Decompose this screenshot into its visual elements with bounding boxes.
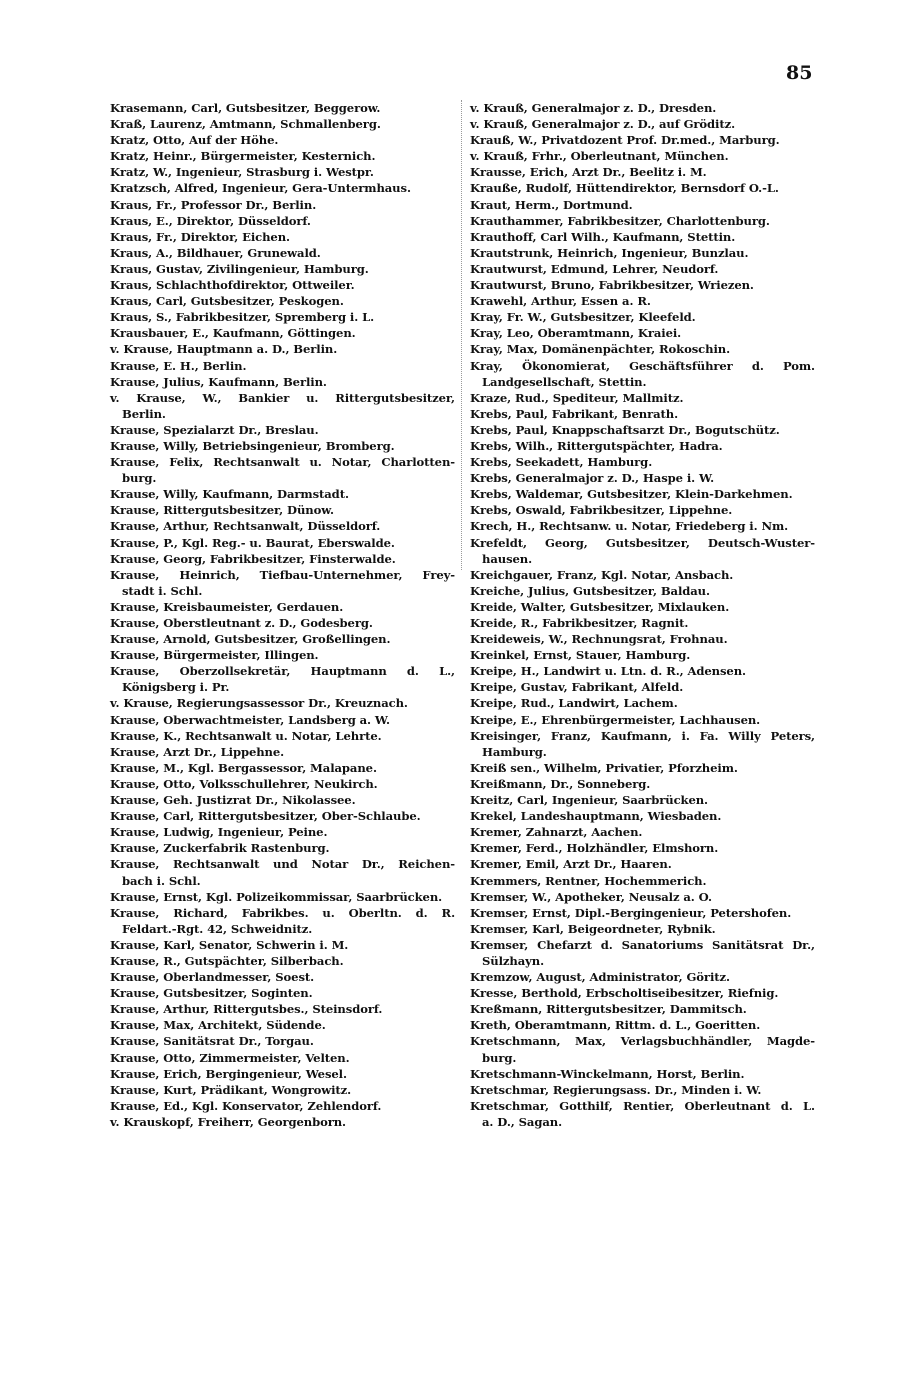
- entry-text: Krause, Kurt, Prädikant, Wongrowitz.: [110, 1082, 352, 1097]
- entry-text: Krause, Richard, Fabrikbes. u. Oberltn. d. R.: [110, 905, 455, 920]
- directory-entry: [470, 358, 815, 390]
- directory-entry: [110, 454, 455, 486]
- entry-text: Kreipe, Rud., Landwirt, Lachem.: [470, 696, 678, 711]
- directory-entry: [110, 325, 455, 341]
- directory-entry: [110, 1114, 455, 1130]
- entry-text: v. Krauskopf, Freiherr, Georgenborn.: [110, 1114, 346, 1129]
- entry-text: Kretschmann-Winckelmann, Horst, Berlin.: [470, 1066, 745, 1081]
- entry-text: Krauß, W., Privatdozent Prof. Dr.med., Marburg.: [470, 133, 780, 148]
- entry-text: Kretschmar, Regierungsass. Dr., Minden i. W.: [470, 1082, 762, 1097]
- entry-text: Krautstrunk, Heinrich, Ingenieur, Bunzlau.: [470, 245, 749, 260]
- entry-text: Kreichgauer, Franz, Kgl. Notar, Ansbach.: [470, 567, 734, 582]
- directory-entry: [110, 358, 455, 374]
- entry-text: Kremmers, Rentner, Hochemmerich.: [470, 873, 707, 888]
- entry-continuation: Königsberg i. Pr.: [122, 680, 230, 695]
- entry-text: Kreide, Walter, Gutsbesitzer, Mixlauken.: [470, 599, 730, 614]
- directory-entry: [470, 229, 815, 245]
- entry-text: Krause, Oberstleutnant z. D., Godesberg.: [110, 616, 373, 630]
- entry-text: Krause, Willy, Betriebsingenieur, Bromberg.: [110, 438, 395, 453]
- entry-text: Krautwurst, Bruno, Fabrikbesitzer, Wriezen.: [470, 278, 754, 293]
- entry-text: Kremser, Chefarzt d. Sanatoriums Sanitätsrat Dr.,: [470, 937, 815, 952]
- directory-entry: [110, 776, 455, 792]
- directory-entry: [110, 567, 455, 599]
- directory-entry: [110, 277, 455, 293]
- entry-text: Kreitz, Carl, Ingenieur, Saarbrücken.: [470, 793, 708, 808]
- directory-entry: [470, 776, 815, 792]
- entry-text: Kreisinger, Franz, Kaufmann, i. Fa. Willy Peters,: [470, 728, 815, 743]
- entry-text: Krebs, Paul, Knappschaftsarzt Dr., Bogutschütz.: [470, 422, 780, 437]
- directory-entry: [110, 953, 455, 969]
- entry-text: Krech, H., Rechtsanw. u. Notar, Friedeberg i. Nm.: [470, 519, 789, 534]
- directory-entry: [470, 937, 815, 969]
- directory-entry: [470, 293, 815, 309]
- entry-text: Krause, Arthur, Rechtsanwalt, Düsseldorf.: [110, 519, 381, 534]
- page-number: 85: [786, 62, 813, 84]
- directory-entry: [110, 213, 455, 229]
- entry-continuation: Berlin.: [122, 406, 166, 421]
- directory-entry: [110, 100, 455, 116]
- entry-text: Kremser, W., Apotheker, Neusalz a. O.: [470, 889, 712, 904]
- directory-entry: [110, 535, 455, 551]
- entry-text: Kraus, Gustav, Zivilingenieur, Hamburg.: [110, 261, 369, 276]
- entry-text: Krause, Willy, Kaufmann, Darmstadt.: [110, 487, 349, 502]
- entry-continuation: Feldart.-Rgt. 42, Schweidnitz.: [122, 921, 313, 936]
- directory-entry: [110, 615, 455, 631]
- entry-text: Kretschmann, Max, Verlagsbuchhändler, Magde-: [470, 1034, 815, 1049]
- directory-entry: [470, 213, 815, 229]
- entry-text: Krause, Otto, Volksschullehrer, Neukirch.: [110, 776, 378, 791]
- entry-text: v. Krause, W., Bankier u. Rittergutsbesitzer,: [110, 390, 455, 405]
- entry-text: Krause, Oberlandmesser, Soest.: [110, 970, 315, 985]
- directory-entry: [470, 712, 815, 728]
- directory-entry: [110, 293, 455, 309]
- directory-entry: [110, 197, 455, 213]
- directory-entry: [470, 261, 815, 277]
- directory-entry: [470, 695, 815, 711]
- entry-text: v. Krause, Hauptmann a. D., Berlin.: [110, 342, 338, 357]
- entry-text: Krauthoff, Carl Wilh., Kaufmann, Stettin.: [470, 229, 736, 244]
- entry-text: Krause, Heinrich, Tiefbau-Unternehmer, Frey-: [110, 567, 455, 582]
- directory-entry: [470, 438, 815, 454]
- directory-entry: [110, 985, 455, 1001]
- directory-entry: [110, 245, 455, 261]
- directory-entry: [470, 760, 815, 776]
- directory-entry: [470, 631, 815, 647]
- directory-entry: [110, 969, 455, 985]
- directory-entry: [470, 1033, 815, 1065]
- directory-entry: [470, 583, 815, 599]
- entry-text: Kremer, Ferd., Holzhändler, Elmshorn.: [470, 841, 719, 856]
- entry-text: Krebs, Wilh., Rittergutspächter, Hadra.: [470, 438, 723, 453]
- directory-entry: [470, 905, 815, 921]
- entry-text: Kreipe, Gustav, Fabrikant, Alfeld.: [470, 680, 684, 695]
- directory-entry: [470, 728, 815, 760]
- directory-entry: [110, 309, 455, 325]
- entry-text: Kraus, Fr., Professor Dr., Berlin.: [110, 197, 317, 212]
- entry-continuation: a. D., Sagan.: [482, 1114, 563, 1129]
- entry-text: Krause, Julius, Kaufmann, Berlin.: [110, 374, 327, 389]
- entry-text: Krebs, Seekadett, Hamburg.: [470, 455, 653, 470]
- entry-text: Kreiche, Julius, Gutsbesitzer, Baldau.: [470, 583, 710, 598]
- entry-text: v. Krauß, Generalmajor z. D., Dresden.: [470, 101, 717, 115]
- directory-entry: [470, 535, 815, 567]
- directory-entry: [470, 197, 815, 213]
- entry-text: Krause, Rechtsanwalt und Notar Dr., Reichen-: [110, 857, 455, 872]
- entry-continuation: stadt i. Schl.: [122, 583, 203, 598]
- directory-entry: [110, 1050, 455, 1066]
- entry-text: Krause, Geh. Justizrat Dr., Nikolassee.: [110, 793, 356, 808]
- entry-text: Krause, Arnold, Gutsbesitzer, Großellingen.: [110, 632, 391, 647]
- directory-entry: [110, 132, 455, 148]
- entry-text: Kraus, Carl, Gutsbesitzer, Peskogen.: [110, 294, 344, 309]
- entry-text: Krauthammer, Fabrikbesitzer, Charlottenburg.: [470, 213, 770, 228]
- entry-text: Kreßmann, Rittergutsbesitzer, Dammitsch.: [470, 1002, 747, 1017]
- entry-text: Krause, Arthur, Rittergutsbes., Steinsdorf.: [110, 1002, 383, 1017]
- entry-text: Krause, Gutsbesitzer, Soginten.: [110, 986, 313, 1001]
- directory-entry: [110, 905, 455, 937]
- entry-text: Kray, Leo, Oberamtmann, Kraiei.: [470, 326, 682, 341]
- entry-text: Krause, Max, Architekt, Südende.: [110, 1018, 326, 1033]
- directory-entry: [470, 470, 815, 486]
- directory-entry: [470, 454, 815, 470]
- directory-entry: [470, 663, 815, 679]
- entry-text: Krebs, Oswald, Fabrikbesitzer, Lippehne.: [470, 503, 733, 518]
- entry-text: Krekel, Landeshauptmann, Wiesbaden.: [470, 809, 722, 824]
- directory-entry: [470, 647, 815, 663]
- directory-entry: [470, 1017, 815, 1033]
- directory-entry: [470, 325, 815, 341]
- entry-text: Kraus, Fr., Direktor, Eichen.: [110, 229, 290, 244]
- directory-entry: [470, 309, 815, 325]
- directory-entry: [110, 148, 455, 164]
- directory-entry: [110, 438, 455, 454]
- directory-entry: [470, 985, 815, 1001]
- entry-text: Kraus, E., Direktor, Düsseldorf.: [110, 213, 311, 228]
- directory-entry: [110, 422, 455, 438]
- entry-text: Krause, Ernst, Kgl. Polizeikommissar, Saarbrücken.: [110, 889, 443, 904]
- directory-entry: [470, 502, 815, 518]
- entry-text: Krefeldt, Georg, Gutsbesitzer, Deutsch-Wuster-: [470, 535, 815, 550]
- entry-text: Krause, Felix, Rechtsanwalt u. Notar, Charlotten-: [110, 455, 455, 470]
- directory-entry: [110, 856, 455, 888]
- directory-entry: [470, 824, 815, 840]
- directory-entry: [470, 873, 815, 889]
- directory-entry: [110, 502, 455, 518]
- entry-text: Krautwurst, Edmund, Lehrer, Neudorf.: [470, 261, 719, 276]
- directory-entry: [110, 937, 455, 953]
- entry-text: Krause, Karl, Senator, Schwerin i. M.: [110, 937, 349, 952]
- entry-text: Krause, Sanitätsrat Dr., Torgau.: [110, 1034, 314, 1049]
- entry-text: Kratz, Otto, Auf der Höhe.: [110, 133, 279, 148]
- entry-text: Krause, Rittergutsbesitzer, Dünow.: [110, 503, 334, 518]
- entry-text: Kreipe, E., Ehrenbürgermeister, Lachhausen.: [470, 712, 761, 727]
- entry-text: Krause, K., Rechtsanwalt u. Notar, Lehrte.: [110, 728, 382, 743]
- directory-entry: [110, 116, 455, 132]
- entry-text: Kreth, Oberamtmann, Rittm. d. L., Goeritten.: [470, 1018, 761, 1033]
- directory-entry: [470, 1098, 815, 1130]
- directory-entry: [110, 1017, 455, 1033]
- directory-entry: [110, 631, 455, 647]
- entry-text: Kremser, Ernst, Dipl.-Bergingenieur, Petershofen.: [470, 905, 792, 920]
- entry-text: Krause, Spezialarzt Dr., Breslau.: [110, 422, 319, 437]
- entry-text: Kraus, S., Fabrikbesitzer, Spremberg i. L.: [110, 310, 375, 325]
- directory-entry: [470, 889, 815, 905]
- directory-entry: [110, 889, 455, 905]
- directory-entry: [470, 856, 815, 872]
- entry-continuation: Sülzhayn.: [482, 953, 545, 968]
- directory-entry: [110, 647, 455, 663]
- directory-entry: [470, 1066, 815, 1082]
- entry-text: Kreiß sen., Wilhelm, Privatier, Pforzheim.: [470, 760, 738, 775]
- directory-entry: [110, 728, 455, 744]
- entry-text: Kreißmann, Dr., Sonneberg.: [470, 776, 651, 791]
- entry-text: Krauße, Rudolf, Hüttendirektor, Bernsdorf O.-L.: [470, 181, 779, 196]
- directory-entry: [110, 1001, 455, 1017]
- entry-text: Krause, Georg, Fabrikbesitzer, Finsterwalde.: [110, 551, 396, 566]
- directory-entry: [110, 518, 455, 534]
- directory-entry: [110, 808, 455, 824]
- directory-entry: [110, 390, 455, 422]
- directory-entry: [470, 792, 815, 808]
- directory-entry: [110, 551, 455, 567]
- directory-entry: [470, 808, 815, 824]
- entry-text: v. Krauß, Frhr., Oberleutnant, München.: [470, 149, 729, 164]
- entry-continuation: burg.: [482, 1050, 517, 1065]
- directory-entry: [110, 695, 455, 711]
- directory-entry: [470, 406, 815, 422]
- directory-entry: [110, 341, 455, 357]
- directory-entry: [470, 341, 815, 357]
- entry-text: Krebs, Paul, Fabrikant, Benrath.: [470, 406, 679, 421]
- directory-entry: [470, 1001, 815, 1017]
- entry-text: Krause, M., Kgl. Bergassessor, Malapane.: [110, 760, 377, 775]
- entry-text: Kratz, Heinr., Bürgermeister, Kesternich.: [110, 149, 376, 164]
- entry-text: Krause, Oberwachtmeister, Landsberg a. W.: [110, 712, 390, 727]
- entry-text: v. Krause, Regierungsassessor Dr., Kreuznach.: [110, 696, 408, 711]
- directory-entry: [110, 663, 455, 695]
- entry-text: Krause, Otto, Zimmermeister, Velten.: [110, 1050, 350, 1065]
- entry-continuation: hausen.: [482, 551, 533, 566]
- directory-column-right: [470, 100, 815, 1130]
- entry-text: Kraze, Rud., Spediteur, Mallmitz.: [470, 390, 684, 405]
- entry-text: Kreipe, H., Landwirt u. Ltn. d. R., Adensen.: [470, 664, 746, 679]
- directory-entry: [110, 486, 455, 502]
- entry-text: Kratzsch, Alfred, Ingenieur, Gera-Untermhaus.: [110, 181, 411, 196]
- entry-text: Kray, Max, Domänenpächter, Rokoschin.: [470, 342, 731, 357]
- directory-entry: [470, 277, 815, 293]
- entry-text: Krause, Erich, Bergingenieur, Wesel.: [110, 1066, 347, 1081]
- entry-text: Kray, Fr. W., Gutsbesitzer, Kleefeld.: [470, 310, 696, 325]
- directory-entry: [110, 1098, 455, 1114]
- entry-text: Krawehl, Arthur, Essen a. R.: [470, 294, 651, 309]
- entry-text: Kreideweis, W., Rechnungsrat, Frohnau.: [470, 632, 728, 647]
- entry-text: Kremer, Zahnarzt, Aachen.: [470, 825, 643, 840]
- directory-entry: [110, 599, 455, 615]
- column-divider: [461, 100, 462, 570]
- entry-text: Kremzow, August, Administrator, Göritz.: [470, 970, 730, 985]
- entry-text: Kraut, Herm., Dortmund.: [470, 197, 633, 212]
- directory-entry: [110, 374, 455, 390]
- directory-entry: [470, 100, 815, 116]
- entry-text: Kreide, R., Fabrikbesitzer, Ragnit.: [470, 616, 689, 630]
- directory-entry: [110, 712, 455, 728]
- directory-entry: [470, 615, 815, 631]
- directory-entry: [470, 132, 815, 148]
- directory-entry: [470, 921, 815, 937]
- directory-entry: [470, 969, 815, 985]
- directory-entry: [110, 792, 455, 808]
- directory-entry: [110, 180, 455, 196]
- directory-entry: [470, 180, 815, 196]
- entry-text: Kremser, Karl, Beigeordneter, Rybnik.: [470, 921, 716, 936]
- directory-entry: [470, 116, 815, 132]
- entry-text: Kremer, Emil, Arzt Dr., Haaren.: [470, 857, 672, 872]
- entry-text: Kretschmar, Gotthilf, Rentier, Oberleutnant d. L.: [470, 1098, 815, 1113]
- entry-text: Kraus, A., Bildhauer, Grunewald.: [110, 245, 321, 260]
- entry-text: Kratz, W., Ingenieur, Strasburg i. Westpr.: [110, 165, 374, 180]
- directory-entry: [110, 840, 455, 856]
- entry-text: Kraus, Schlachthofdirektor, Ottweiler.: [110, 278, 355, 293]
- entry-text: Krause, Oberzollsekretär, Hauptmann d. L.,: [110, 664, 455, 679]
- directory-entry: [470, 599, 815, 615]
- entry-text: Krause, Ludwig, Ingenieur, Peine.: [110, 825, 328, 840]
- entry-text: v. Krauß, Generalmajor z. D., auf Gröditz.: [470, 117, 736, 132]
- entry-continuation: bach i. Schl.: [122, 873, 201, 888]
- entry-continuation: Landgesellschaft, Stettin.: [482, 374, 647, 389]
- entry-continuation: burg.: [122, 471, 157, 486]
- directory-entry: [470, 148, 815, 164]
- entry-text: Kreinkel, Ernst, Stauer, Hamburg.: [470, 648, 691, 663]
- entry-text: Kray, Ökonomierat, Geschäftsführer d. Pom.: [470, 358, 815, 373]
- directory-entry: [110, 744, 455, 760]
- entry-text: Krause, Ed., Kgl. Konservator, Zehlendorf.: [110, 1098, 382, 1113]
- entry-text: Krause, Arzt Dr., Lippehne.: [110, 744, 285, 759]
- entry-text: Krause, Zuckerfabrik Rastenburg.: [110, 841, 330, 856]
- directory-entry: [470, 518, 815, 534]
- directory-entry: [110, 164, 455, 180]
- directory-entry: [470, 245, 815, 261]
- entry-text: Krause, E. H., Berlin.: [110, 358, 247, 373]
- entry-text: Krebs, Generalmajor z. D., Haspe i. W.: [470, 471, 715, 486]
- directory-entry: [110, 760, 455, 776]
- directory-entry: [470, 422, 815, 438]
- entry-text: Kraß, Laurenz, Amtmann, Schmallenberg.: [110, 117, 381, 132]
- directory-entry: [110, 229, 455, 245]
- directory-entry: [110, 824, 455, 840]
- entry-continuation: Hamburg.: [482, 744, 547, 759]
- entry-text: Kresse, Berthold, Erbscholtiseibesitzer, Riefnig.: [470, 986, 779, 1001]
- entry-text: Krasemann, Carl, Gutsbesitzer, Beggerow.: [110, 101, 381, 115]
- directory-entry: [470, 164, 815, 180]
- directory-entry: [470, 1082, 815, 1098]
- entry-text: Krausbauer, E., Kaufmann, Göttingen.: [110, 326, 356, 341]
- entry-text: Krausse, Erich, Arzt Dr., Beelitz i. M.: [470, 165, 707, 180]
- directory-entry: [470, 390, 815, 406]
- entry-text: Krause, Kreisbaumeister, Gerdauen.: [110, 599, 344, 614]
- entry-text: Krause, Bürgermeister, Illingen.: [110, 648, 319, 663]
- directory-entry: [470, 486, 815, 502]
- directory-entry: [110, 1066, 455, 1082]
- entry-text: Krause, Carl, Rittergutsbesitzer, Ober-Schlaube.: [110, 809, 421, 824]
- entry-text: Krause, R., Gutspächter, Silberbach.: [110, 953, 344, 968]
- directory-entry: [470, 679, 815, 695]
- directory-entry: [470, 840, 815, 856]
- entry-text: Krebs, Waldemar, Gutsbesitzer, Klein-Darkehmen.: [470, 487, 793, 502]
- directory-entry: [110, 1033, 455, 1049]
- directory-entry: [110, 1082, 455, 1098]
- directory-entry: [470, 567, 815, 583]
- directory-column-left: [110, 100, 455, 1130]
- entry-text: Krause, P., Kgl. Reg.- u. Baurat, Eberswalde.: [110, 535, 395, 550]
- directory-entry: [110, 261, 455, 277]
